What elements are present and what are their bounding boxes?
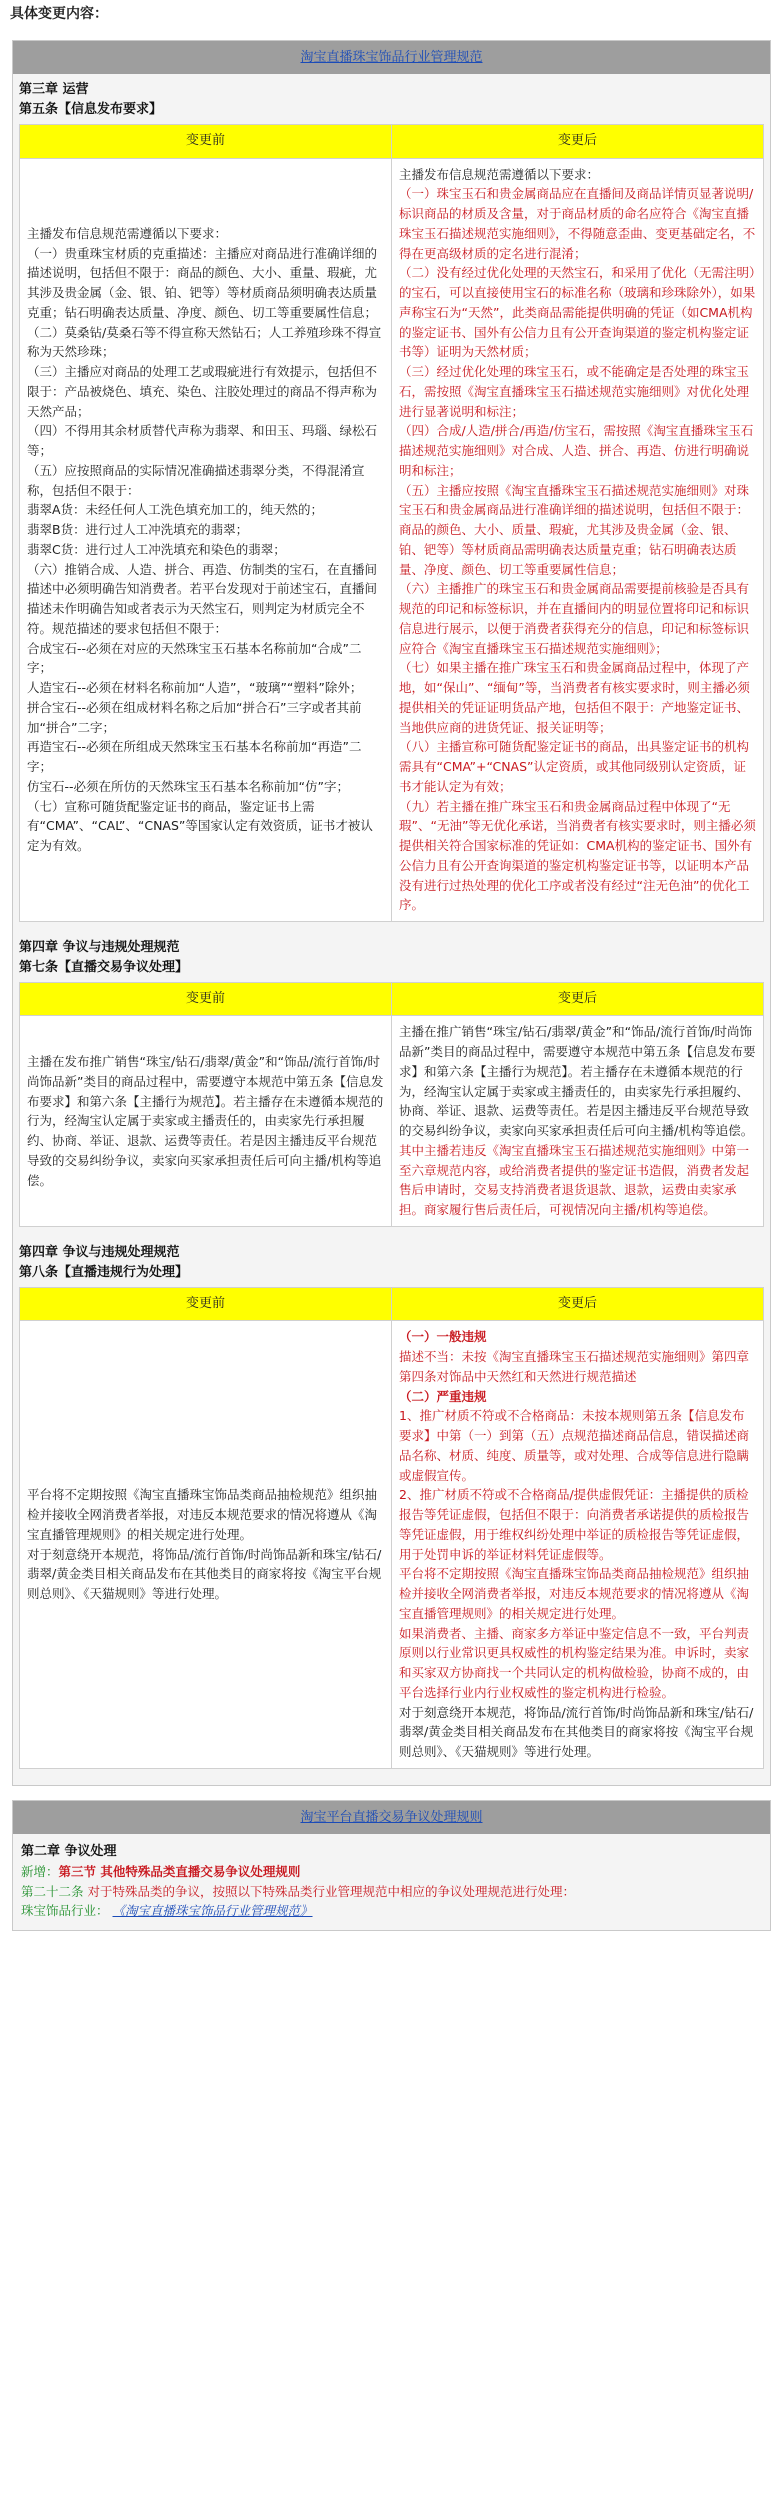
rule-section <box>13 1237 770 1779</box>
article-heading: 第八条【直播违规行为处理】 <box>19 1265 189 1281</box>
block2-article <box>21 1882 762 1901</box>
after-cell <box>392 1016 764 1227</box>
before-paragraph: 再造宝石--必须在所组成天然珠宝玉石基本名称前加“再造”二字； <box>27 739 362 775</box>
chapter-heading: 第四章 争议与违规处理规范 <box>19 940 180 956</box>
after-paragraph: 主播发布信息规范需遵循以下要求： <box>399 166 600 182</box>
block-title-link[interactable]: 淘宝直播珠宝饰品行业管理规范 <box>300 50 483 65</box>
industry-link[interactable]: 《淘宝直播珠宝饰品行业管理规范》 <box>112 1902 313 1918</box>
new-label: 新增： <box>21 1864 59 1880</box>
after-paragraph: 主播在推广销售“珠宝/钻石/翡翠/黄金”和“饰品/流行首饰/时尚饰品新”类目的商品过程中，需要遵守本规范中第五条【信息发布要求】和第六条【主播行为规范】。若主播存在未遵循本规范的行为，经淘宝认定属于卖家或主播责任的，由卖家先行承担履约、协商、举证、退款、运费等责任。若是因主播违反平台规范导致的交易纠纷争议，卖家向买家承担责任后可向主播/机构等追偿。 <box>399 1024 756 1139</box>
before-paragraph: 仿宝石--必须在所仿的天然珠宝玉石基本名称前加“仿”字； <box>27 778 349 794</box>
before-paragraph: （四）不得用其余材质替代声称为翡翠、和田玉、玛瑙、绿松石等； <box>27 423 378 459</box>
comparison-table <box>19 1287 764 1769</box>
after-paragraph: （四）合成/人造/拼合/再造/仿宝石，需按照《淘宝直播珠宝玉石描述规范实施细则》对合成、人造、拼合、再造、仿进行明确说明和标注； <box>399 423 754 478</box>
before-cell <box>20 158 392 922</box>
block2-new-line <box>21 1862 762 1881</box>
after-paragraph: 描述不当：未按《淘宝直播珠宝玉石描述规范实施细则》第四章第四条对饰品中天然红和天然进行规范描述 <box>399 1349 750 1384</box>
after-paragraph: 其中主播若违反《淘宝直播珠宝玉石描述规范实施细则》中第一至六章规范内容，或给消费者提供的鉴定证书造假，消费者发起售后申请时，交易支持消费者退货退款、退款，运费由卖家承担。商家履行售后责任后，可视情况向主播/机构等追偿。 <box>399 1142 750 1218</box>
before-paragraph: （七）宣称可随货配鉴定证书的商品，鉴定证书上需有“CMA”、“CAL”、“CNAS”等国家认定有效资质，证书才被认定为有效。 <box>27 798 373 854</box>
before-paragraph: （六）推销合成、人造、拼合、再造、仿制类的宝石，在直播间描述中必须明确告知消费者。若平台发现对于前述宝石，直播间描述未作明确告知或者表示为天然宝石，则判定为材质完全不符。规范描述的要求包括但不限于： <box>27 561 378 636</box>
article-label: 第二十二条 <box>21 1883 84 1899</box>
column-header-after: 变更后 <box>392 1288 764 1321</box>
after-paragraph: （九）若主播在推广珠宝玉石和贵金属商品过程中体现了“无瑕”、“无油”等无优化承诺，当消费者有核实要求时，则主播必须提供相关符合国家标准的凭证如：CMA机构的鉴定证书、国外有公信力且有公开查询渠道的鉴定机构鉴定证书等，以证明本产品没有进行过热处理的优化工序或者没有经过“注无色油”的优化工序。 <box>399 798 756 913</box>
new-text: 第三节 其他特殊品类直播交易争议处理规则 <box>58 1864 301 1880</box>
sections-container <box>13 74 770 1779</box>
after-cell <box>392 158 764 922</box>
after-paragraph: 1、推广材质不符或不合格商品：未按本规则第五条【信息发布要求】中第（一）到第（五）点规范描述商品信息，错误描述商品名称、材质、纯度、质量等，或对处理、合成等信息进行隐瞒或虚假宣传。 <box>399 1408 750 1483</box>
column-header-after: 变更后 <box>392 983 764 1016</box>
before-paragraph: （二）莫桑钻/莫桑石等不得宣称天然钻石；人工养殖珍珠不得宣称为天然珍珠； <box>27 324 382 360</box>
block2-title-link[interactable]: 淘宝平台直播交易争议处理规则 <box>300 1809 483 1825</box>
before-cell <box>20 1321 392 1769</box>
before-paragraph: 合成宝石--必须在对应的天然珠宝玉石基本名称前加“合成”二字； <box>27 640 362 676</box>
before-paragraph: 主播在发布推广销售“珠宝/钻石/翡翠/黄金”和“饰品/流行首饰/时尚饰品新”类目的商品过程中，需要遵守本规范中第五条【信息发布要求】和第六条【主播行为规范】。若主播存在未遵循本规范的行为，经淘宝认定属于卖家或主播责任的，由卖家先行承担履约、协商、举证、退款、运费等责任。若是因主播违反平台规范导致的交易纠纷争议，卖家向买家承担责任后可向主播/机构等追偿。 <box>27 1054 384 1188</box>
comparison-table <box>19 982 764 1227</box>
after-paragraph: （二）严重违规 <box>399 1388 487 1404</box>
chapter-heading: 第三章 运营 <box>19 82 89 98</box>
article-text: 对于特殊品类的争议，按照以下特殊品类行业管理规范中相应的争议处理规范进行处理： <box>87 1883 576 1899</box>
before-paragraph: 对于刻意绕开本规范，将饰品/流行首饰/时尚饰品新和珠宝/钻石/翡翠/黄金类目相关商品发布在其他类目的商家将按《淘宝平台规则总则》、《天猫规则》等进行处理。 <box>27 1546 382 1602</box>
comparison-table <box>19 124 764 922</box>
column-header-after: 变更后 <box>392 125 764 158</box>
column-header-before: 变更前 <box>20 125 392 158</box>
industry-label: 珠宝饰品行业： <box>21 1902 109 1918</box>
before-paragraph: （五）应按照商品的实际情况准确描述翡翠分类，不得混淆宣称，包括但不限于： <box>27 462 365 498</box>
before-cell <box>20 1016 392 1227</box>
rule-section <box>13 74 770 932</box>
block2-chapter: 第二章 争议处理 <box>21 1844 117 1860</box>
column-header-before: 变更前 <box>20 1288 392 1321</box>
before-paragraph: 拼合宝石--必须在组成材料名称之后加“拼合石”三字或者其前加“拼合”二字； <box>27 699 362 735</box>
before-paragraph: 翡翠A货：未经任何人工洗色填充加工的，纯天然的； <box>27 502 324 518</box>
article-heading: 第五条【信息发布要求】 <box>19 102 163 118</box>
intro-heading: 具体变更内容： <box>10 6 108 22</box>
block2-title <box>13 1801 770 1834</box>
after-paragraph: （七）如果主播在推广珠宝玉石和贵金属商品过程中，体现了产地，如“保山”、“缅甸”等，当消费者有核实要求时，则主播必须提供相关的凭证证明货品产地，包括但不限于：产地鉴定证书、当地供应商的进货凭证、报关证明等； <box>399 660 750 735</box>
after-cell <box>392 1321 764 1769</box>
after-paragraph: （三）经过优化处理的珠宝玉石，或不能确定是否处理的珠宝玉石，需按照《淘宝直播珠宝玉石描述规范实施细则》对优化处理进行显著说明和标注； <box>399 364 750 419</box>
after-paragraph: 对于刻意绕开本规范，将饰品/流行首饰/时尚饰品新和珠宝/钻石/翡翠/黄金类目相关商品发布在其他类目的商家将按《淘宝平台规则总则》、《天猫规则》等进行处理。 <box>399 1704 754 1760</box>
after-paragraph: （六）主播推广的珠宝玉石和贵金属商品需要提前核验是否具有规范的印记和标签标识，并在直播间内的明显位置将印记和标识信息进行展示，以便于消费者获得充分的信息，印记和标签标识应符合《淘宝直播珠宝玉石描述规范实施细则》； <box>399 581 750 656</box>
after-paragraph: （二）没有经过优化处理的天然宝石，和采用了优化（无需注明）的宝石，可以直接使用宝石的标准名称（玻璃和珍珠除外），如果声称宝石为“天然”，此类商品需能提供明确的凭证（如CMA机构的鉴定证书、国外有公信力且有公开查询渠道的鉴定机构鉴定证书等）证明为天然材质； <box>399 265 756 360</box>
before-paragraph: 翡翠B货：进行过人工冲洗填充的翡翠； <box>27 522 249 538</box>
before-paragraph: （三）主播应对商品的处理工艺或瑕疵进行有效提示，包括但不限于：产品被烧色、填充、染色、注胶处理过的商品不得声称为天然产品； <box>27 364 378 419</box>
after-paragraph: （五）主播应按照《淘宝直播珠宝玉石描述规范实施细则》对珠宝玉石和贵金属商品进行准确详细的描述说明，包括但不限于：商品的颜色、大小、质量、瑕疵，尤其涉及贵金属（金、银、铂、钯等）等材质商品需明确表达质量克重；钻石明确表达质量、净度、颜色、切工等重要属性信息； <box>399 482 750 577</box>
article-heading: 第七条【直播交易争议处理】 <box>19 960 189 976</box>
before-paragraph: 翡翠C货：进行过人工冲洗填充和染色的翡翠； <box>27 541 286 557</box>
rule-block-dispute <box>12 1800 771 1931</box>
after-paragraph: 如果消费者、主播、商家多方举证中鉴定信息不一致，平台判责原则以行业常识更具权威性的机构鉴定结果为准。申诉时，卖家和买家双方协商找一个共同认定的机构做检验，协商不成的，由平台选择行业内行业权威性的鉴定机构进行检验。 <box>399 1625 750 1700</box>
before-paragraph: （一）贵重珠宝材质的克重描述：主播应对商品进行准确详细的描述说明，包括但不限于：商品的颜色、大小、重量、瑕疵，尤其涉及贵金属（金、银、铂、钯等）等材质商品须明确表达质量克重；钻石明确表达质量、净度、颜色、切工等重要属性信息； <box>27 245 378 320</box>
block2-industry <box>21 1901 762 1920</box>
chapter-heading: 第四章 争议与违规处理规范 <box>19 1244 180 1260</box>
block2-body <box>13 1834 770 1930</box>
block-title <box>13 41 770 74</box>
rule-section <box>13 932 770 1237</box>
rule-block-jewelry <box>12 40 771 1786</box>
before-paragraph: 人造宝石--必须在材料名称前加“人造”，“玻璃”“塑料”除外； <box>27 680 363 696</box>
after-paragraph: 2、推广材质不符或不合格商品/提供虚假凭证：主播提供的质检报告等凭证虚假，包括但不限于：向消费者承诺提供的质检报告等凭证虚假，用于维权纠纷处理中举证的质检报告等凭证虚假，用于处罚申诉的举证材料凭证虚假等。 <box>399 1487 750 1562</box>
column-header-before: 变更前 <box>20 983 392 1016</box>
after-paragraph: （一）一般违规 <box>399 1329 487 1345</box>
before-paragraph: 平台将不定期按照《淘宝直播珠宝饰品类商品抽检规范》组织抽检并接收全网消费者举报，对违反本规范要求的情况将遵从《淘宝直播管理规则》的相关规定进行处理。 <box>27 1487 378 1542</box>
after-paragraph: （八）主播宣称可随货配鉴定证书的商品，出具鉴定证书的机构需具有“CMA”+“CNAS”认定资质，或其他同级别认定资质，证书才能认定为有效； <box>399 739 750 794</box>
after-paragraph: （一）珠宝玉石和贵金属商品应在直播间及商品详情页显著说明/标识商品的材质及含量，对于商品材质的命名应符合《淘宝直播珠宝玉石描述规范实施细则》，不得随意歪曲、变更基础定名，不得在更高级材质的定名进行混淆； <box>399 186 756 261</box>
before-paragraph: 主播发布信息规范需遵循以下要求： <box>27 225 228 241</box>
after-paragraph: 平台将不定期按照《淘宝直播珠宝饰品类商品抽检规范》组织抽检并接收全网消费者举报，对违反本规范要求的情况将遵从《淘宝直播管理规则》的相关规定进行处理。 <box>399 1566 750 1621</box>
